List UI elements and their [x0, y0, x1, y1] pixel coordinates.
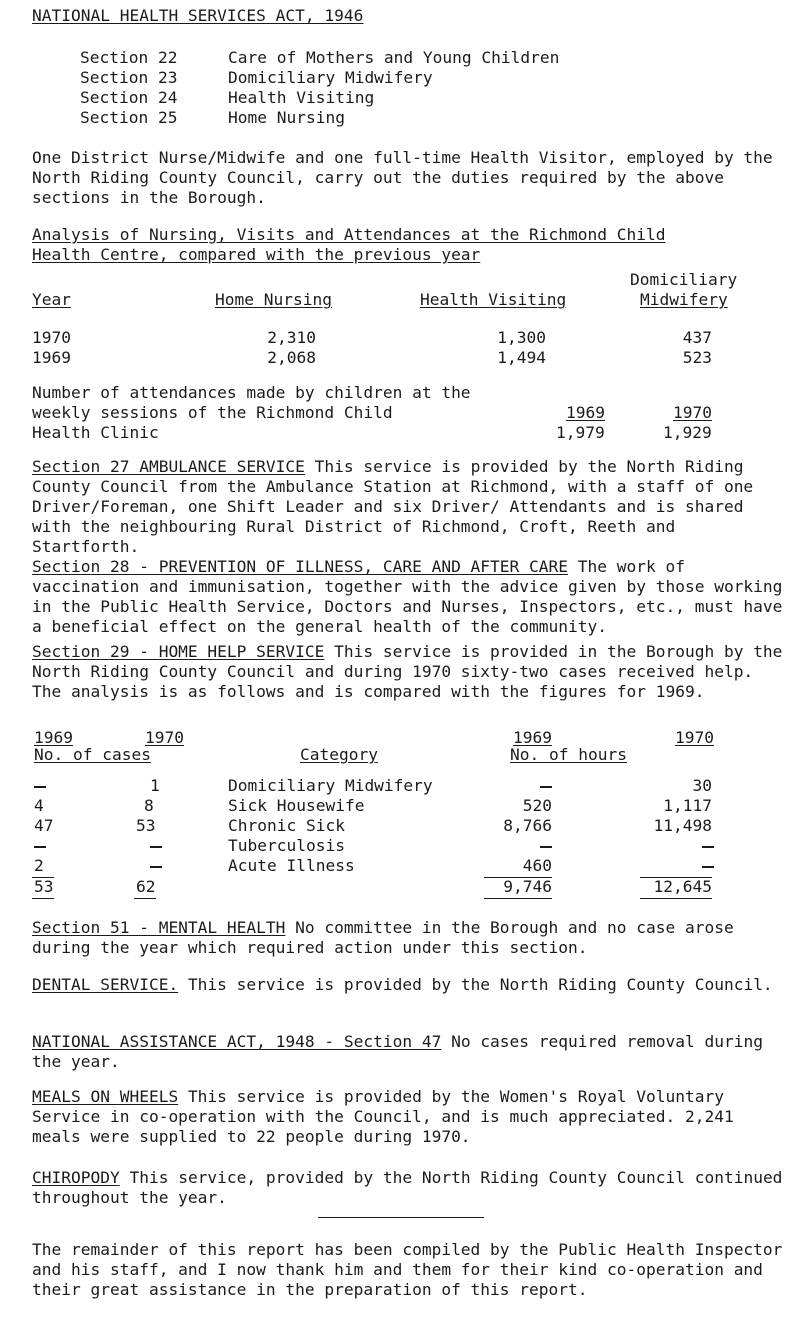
hh-header-1969: 1969 — [34, 728, 73, 747]
total-rule — [484, 898, 552, 899]
total-rule — [32, 898, 54, 899]
dash-mark — [150, 846, 162, 848]
clinic-text: Number of attendances made by children at the — [32, 383, 471, 402]
hh-header-hours: No. of hours — [510, 745, 627, 764]
section-27-heading: Section 27 AMBULANCE SERVICE — [32, 457, 305, 476]
table-cell: 460 — [522, 856, 552, 875]
section-29-heading: Section 29 - HOME HELP SERVICE — [32, 642, 325, 661]
section-29-paragraph — [32, 642, 792, 702]
header-midwifery: Midwifery — [640, 290, 728, 309]
table-cell: Sick Housewife — [228, 796, 365, 815]
dash-mark — [34, 786, 46, 788]
dash-mark — [702, 866, 714, 868]
section-title: Care of Mothers and Young Children — [228, 48, 560, 67]
analysis-title-line1: Analysis of Nursing, Visits and Attendances at the Richmond Child — [32, 225, 666, 244]
table-cell: 520 — [522, 796, 552, 815]
clinic-year: 1970 — [673, 403, 712, 422]
table-cell: 2 — [34, 856, 44, 875]
section-title: Domiciliary Midwifery — [228, 68, 433, 87]
page-heading: NATIONAL HEALTH SERVICES ACT, 1946 — [32, 6, 364, 25]
header-health-visiting: Health Visiting — [420, 290, 567, 309]
hh-header-1970-hours: 1970 — [675, 728, 714, 747]
chiropody-body: This service, provided by the North Riding County Council continued throughout the year. — [32, 1168, 783, 1207]
dash-mark — [540, 786, 552, 788]
total-cell: 12,645 — [653, 877, 712, 896]
separator-line — [318, 1217, 484, 1218]
table-cell: 4 — [34, 796, 44, 815]
section-number: Section 25 — [80, 108, 178, 127]
total-rule — [134, 898, 156, 899]
table-cell: 8 — [144, 796, 154, 815]
dash-mark — [150, 866, 162, 868]
dental-body: This service is provided by the North Riding County Council. — [187, 975, 773, 994]
section-28-body: The work of vaccination and immunisation, together with the advice given by those working in the Public Health Service, Doctors and Nurses, Inspectors, etc., must have a beneficial effect on the general health of the community. — [32, 557, 783, 636]
table-cell: 1 — [150, 776, 160, 795]
section-29-body: This service is provided in the Borough by the North Riding County Council and during 1970 sixty-two cases received help. The analysis is as follows and is compared with the figures for 1969. — [32, 642, 783, 701]
total-cell: 62 — [136, 877, 156, 896]
table-cell: 30 — [692, 776, 712, 795]
table-cell: Domiciliary Midwifery — [228, 776, 433, 795]
clinic-text: weekly sessions of the Richmond Child — [32, 403, 393, 422]
section-28-paragraph — [32, 557, 792, 637]
section-27-body: This service is provided by the North Riding County Council from the Ambulance Station at Richmond, with a staff of one Driver/Foreman, one Shift Leader and six Driver/ Attendants and is shared with the neighbouring Rural District of Richmond, Croft, Reeth and Startforth. — [32, 457, 754, 556]
national-assistance-paragraph — [32, 1032, 792, 1072]
intro-paragraph: One District Nurse/Midwife and one full-time Health Visitor, employed by the North Riding County Council, carry out the duties required by the above sections in the Borough. — [32, 148, 773, 207]
dash-mark — [540, 846, 552, 848]
table-cell: 47 — [34, 816, 54, 835]
national-assistance-body: No cases required removal during the year. — [32, 1032, 763, 1071]
chiropody-paragraph — [32, 1168, 792, 1208]
section-title: Home Nursing — [228, 108, 345, 127]
table-cell: Acute Illness — [228, 856, 355, 875]
table-cell: 8,766 — [503, 816, 552, 835]
table-cell: 437 — [682, 328, 712, 347]
section-number: Section 24 — [80, 88, 178, 107]
section-number: Section 23 — [80, 68, 178, 87]
hh-header-1970: 1970 — [145, 728, 184, 747]
table-cell: 1,117 — [663, 796, 712, 815]
table-cell: 523 — [682, 348, 712, 367]
total-cell: 9,746 — [503, 877, 552, 896]
closing-paragraph: The remainder of this report has been compiled by the Public Health Inspector and his staff, and I now thank him and them for their kind co-operation and their great assistance in the preparation of this report. — [32, 1240, 783, 1299]
hh-header-category: Category — [300, 745, 378, 764]
table-cell: Chronic Sick — [228, 816, 345, 835]
section-27-paragraph — [32, 457, 792, 557]
clinic-year: 1969 — [566, 403, 605, 422]
total-cell: 53 — [34, 877, 54, 896]
table-cell: 2,310 — [267, 328, 316, 347]
dental-heading: DENTAL SERVICE. — [32, 975, 179, 994]
section-51-paragraph — [32, 918, 792, 958]
hh-header-1969-hours: 1969 — [513, 728, 552, 747]
total-rule — [640, 898, 712, 899]
table-cell: 1,300 — [497, 328, 546, 347]
hh-header-cases: No. of cases — [34, 745, 151, 764]
table-cell: 1,494 — [497, 348, 546, 367]
table-cell: 2,068 — [267, 348, 316, 367]
section-title: Health Visiting — [228, 88, 375, 107]
clinic-value: 1,929 — [663, 423, 712, 442]
table-cell: 1969 — [32, 348, 71, 367]
table-cell: 11,498 — [653, 816, 712, 835]
section-number: Section 22 — [80, 48, 178, 67]
header-home-nursing: Home Nursing — [215, 290, 332, 309]
clinic-value: 1,979 — [556, 423, 605, 442]
national-assistance-heading: NATIONAL ASSISTANCE ACT, 1948 - Section 47 — [32, 1032, 442, 1051]
section-51-body: No committee in the Borough and no case arose during the year which required action under this section. — [32, 918, 734, 957]
table-cell: 53 — [136, 816, 156, 835]
table-cell: Tuberculosis — [228, 836, 345, 855]
meals-heading: MEALS ON WHEELS — [32, 1087, 179, 1106]
header-domiciliary: Domiciliary — [630, 270, 738, 289]
dash-mark — [34, 846, 46, 848]
header-year: Year — [32, 290, 71, 309]
clinic-text: Health Clinic — [32, 423, 159, 442]
table-cell: 1970 — [32, 328, 71, 347]
analysis-title-line2: Health Centre, compared with the previous year — [32, 245, 481, 264]
chiropody-heading: CHIROPODY — [32, 1168, 120, 1187]
dash-mark — [702, 846, 714, 848]
section-28-heading: Section 28 - PREVENTION OF ILLNESS, CARE AND AFTER CARE — [32, 557, 569, 576]
section-51-heading: Section 51 - MENTAL HEALTH — [32, 918, 286, 937]
meals-body: This service is provided by the Women's Royal Voluntary Service in co-operation with the Council, and is much appreciated. 2,241 meals were supplied to 22 people during 1970. — [32, 1087, 734, 1146]
meals-paragraph — [32, 1087, 792, 1147]
dental-paragraph — [32, 975, 792, 995]
